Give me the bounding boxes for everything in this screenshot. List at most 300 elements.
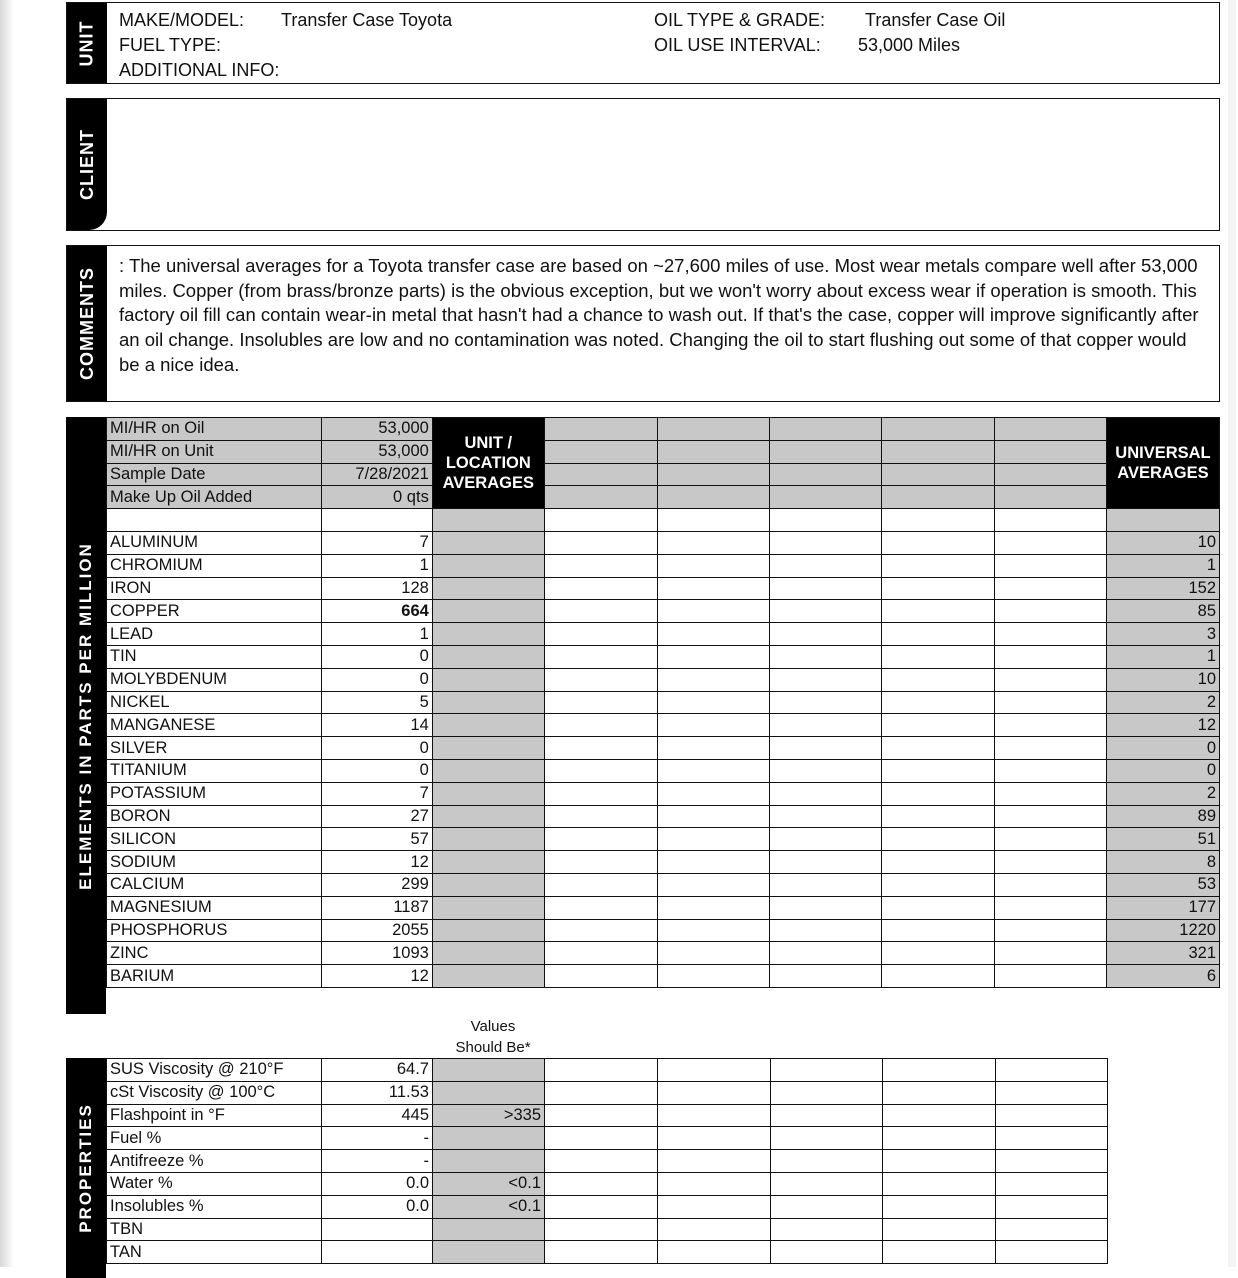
history-cell [770,463,882,486]
property-value [322,1241,433,1264]
element-value: 5 [321,691,432,714]
history-cell [882,440,995,463]
history-cell [996,1172,1108,1195]
element-value: 57 [321,828,432,851]
history-cell [770,486,882,509]
history-cell [883,1218,996,1241]
values-should-be-header [432,1016,554,1058]
property-row [107,1059,1108,1082]
history-cell [882,668,995,691]
history-cell [995,691,1107,714]
history-cell [657,759,770,782]
history-cell [544,531,657,554]
history-cell [657,965,770,988]
history-cell [882,691,995,714]
element-label: SODIUM [107,851,322,874]
history-cell [995,577,1107,600]
universal-average-value: 85 [1106,600,1219,623]
history-cell [882,896,995,919]
element-row [107,645,1220,668]
properties-section [66,1058,1108,1278]
history-cell [544,668,657,691]
element-value: 1 [321,554,432,577]
unit-location-averages-header: UNIT / LOCATION AVERAGES [432,418,544,509]
info-value: 53,000 [321,418,432,441]
property-value: 0.0 [322,1195,433,1218]
universal-averages-header: UNIVERSAL AVERAGES [1106,418,1219,509]
history-cell [883,1241,996,1264]
spacer-cell [432,509,544,532]
universal-average-value: 89 [1106,805,1219,828]
property-should-be [433,1218,545,1241]
client-side-label-bar [67,99,107,230]
history-cell [545,1127,658,1150]
universal-average-value: 3 [1106,623,1219,646]
universal-average-value: 1 [1106,645,1219,668]
history-cell [657,782,770,805]
history-cell [882,919,995,942]
element-row [107,554,1220,577]
elements-table [106,417,1220,988]
history-cell [770,828,882,851]
universal-average-value: 152 [1106,577,1219,600]
element-label: TITANIUM [107,759,322,782]
unit-side-label: UNIT [76,20,97,66]
history-cell [996,1127,1108,1150]
history-cell [770,531,882,554]
property-should-be [433,1059,545,1082]
history-cell [882,418,995,441]
properties-side-label-bar [66,1058,106,1278]
element-row [107,851,1220,874]
elements-side-label-bar [66,417,106,1014]
history-cell [544,600,657,623]
unit-location-average-cell [432,577,544,600]
history-cell [995,873,1107,896]
element-row [107,691,1220,714]
info-value: 0 qts [321,486,432,509]
property-row [107,1104,1108,1127]
history-cell [883,1059,996,1082]
history-cell [771,1241,883,1264]
element-value: 664 [321,600,432,623]
history-cell [771,1059,883,1082]
history-cell [770,623,882,646]
element-row [107,942,1220,965]
element-row [107,623,1220,646]
history-cell [657,828,770,851]
history-cell [883,1104,996,1127]
info-label: MI/HR on Oil [107,418,322,441]
element-row [107,577,1220,600]
history-cell [882,645,995,668]
history-cell [770,554,882,577]
history-cell [770,600,882,623]
property-value: 11.53 [322,1081,433,1104]
values-should-be-line1: Values [470,1018,516,1035]
property-label: Flashpoint in °F [107,1104,322,1127]
property-should-be: >335 [433,1104,545,1127]
element-label: POTASSIUM [107,782,322,805]
comments-section [66,245,1220,402]
history-cell [882,737,995,760]
history-cell [995,668,1107,691]
history-cell [544,486,657,509]
history-cell [882,873,995,896]
spacer-cell [544,509,657,532]
oil-interval-label: OIL USE INTERVAL: [654,35,821,55]
history-cell [771,1127,883,1150]
element-label: LEAD [107,623,322,646]
element-row [107,531,1220,554]
history-cell [770,714,882,737]
history-cell [770,759,882,782]
element-value: 0 [321,645,432,668]
history-cell [545,1172,658,1195]
property-value [322,1218,433,1241]
element-value: 0 [321,737,432,760]
history-cell [882,600,995,623]
universal-average-value: 321 [1106,942,1219,965]
history-cell [658,1241,771,1264]
universal-average-value: 0 [1106,737,1219,760]
history-cell [545,1081,658,1104]
history-cell [995,714,1107,737]
property-label: Fuel % [107,1127,322,1150]
history-cell [995,554,1107,577]
history-cell [882,714,995,737]
history-cell [882,942,995,965]
unit-location-average-cell [432,851,544,874]
universal-average-value: 2 [1106,782,1219,805]
element-value: 299 [321,873,432,896]
history-cell [657,714,770,737]
element-value: 0 [321,759,432,782]
history-cell [544,623,657,646]
element-label: MANGANESE [107,714,322,737]
property-value: 0.0 [322,1172,433,1195]
history-cell [657,942,770,965]
history-cell [770,645,882,668]
history-cell [995,851,1107,874]
history-cell [657,486,770,509]
unit-location-average-cell [432,737,544,760]
property-row [107,1081,1108,1104]
history-cell [657,440,770,463]
history-cell [545,1150,658,1173]
element-label: MAGNESIUM [107,896,322,919]
element-label: ZINC [107,942,322,965]
history-cell [995,418,1107,441]
universal-average-value: 10 [1106,531,1219,554]
universal-average-value: 0 [1106,759,1219,782]
history-cell [544,577,657,600]
additional-info-label: ADDITIONAL INFO: [119,60,280,80]
universal-average-value: 8 [1106,851,1219,874]
property-label: TBN [107,1218,322,1241]
universal-average-value: 177 [1106,896,1219,919]
comments-side-label-bar [67,246,107,401]
history-cell [995,805,1107,828]
make-model-label: MAKE/MODEL: [119,10,245,30]
oil-type-value: Transfer Case Oil [865,10,1006,30]
element-value: 128 [321,577,432,600]
history-cell [544,942,657,965]
property-row [107,1241,1108,1264]
history-cell [770,691,882,714]
history-cell [770,873,882,896]
history-cell [657,668,770,691]
spacer-cell [995,509,1107,532]
element-label: COPPER [107,600,322,623]
info-label: MI/HR on Unit [107,440,322,463]
property-label: Antifreeze % [107,1150,322,1173]
spacer-cell [770,509,882,532]
property-value: - [322,1127,433,1150]
unit-location-average-cell [432,942,544,965]
element-row [107,714,1220,737]
history-cell [882,805,995,828]
history-cell [995,463,1107,486]
property-row [107,1195,1108,1218]
history-cell [544,759,657,782]
properties-side-label: PROPERTIES [76,1103,95,1233]
history-cell [882,828,995,851]
history-cell [996,1081,1108,1104]
unit-location-average-cell [432,645,544,668]
history-cell [544,805,657,828]
history-cell [770,851,882,874]
history-cell [996,1150,1108,1173]
universal-average-value: 6 [1106,965,1219,988]
history-cell [882,554,995,577]
property-value: 64.7 [322,1059,433,1082]
unit-location-average-cell [432,714,544,737]
element-row [107,759,1220,782]
universal-average-value: 12 [1106,714,1219,737]
history-cell [658,1104,771,1127]
info-label: Make Up Oil Added [107,486,322,509]
element-row [107,668,1220,691]
history-cell [544,828,657,851]
history-cell [545,1241,658,1264]
property-value: - [322,1150,433,1173]
history-cell [544,440,657,463]
spacer-cell [321,509,432,532]
spacer-cell [107,509,322,532]
property-label: Insolubles % [107,1195,322,1218]
unit-location-average-cell [432,965,544,988]
history-cell [995,531,1107,554]
history-cell [544,418,657,441]
universal-average-value: 2 [1106,691,1219,714]
unit-location-average-cell [432,623,544,646]
element-label: BARIUM [107,965,322,988]
unit-location-average-cell [432,805,544,828]
property-row [107,1172,1108,1195]
spacer-row [107,509,1220,532]
comments-side-label: COMMENTS [76,267,97,380]
property-should-be [433,1150,545,1173]
property-row [107,1218,1108,1241]
history-cell [771,1195,883,1218]
history-cell [657,896,770,919]
universal-average-value: 1 [1106,554,1219,577]
history-cell [657,851,770,874]
element-row [107,805,1220,828]
element-label: SILVER [107,737,322,760]
history-cell [544,851,657,874]
element-value: 7 [321,531,432,554]
history-cell [544,645,657,668]
history-cell [770,577,882,600]
element-label: TIN [107,645,322,668]
history-cell [544,896,657,919]
history-cell [770,782,882,805]
info-row [107,463,1220,486]
info-label: Sample Date [107,463,322,486]
history-cell [657,418,770,441]
history-cell [883,1081,996,1104]
history-cell [883,1195,996,1218]
unit-location-average-cell [432,668,544,691]
history-cell [658,1127,771,1150]
history-cell [771,1150,883,1173]
element-value: 12 [321,851,432,874]
values-should-be-line2: Should Be* [455,1039,531,1056]
history-cell [545,1218,658,1241]
info-value: 7/28/2021 [321,463,432,486]
history-cell [883,1150,996,1173]
element-value: 1 [321,623,432,646]
history-cell [545,1104,658,1127]
history-cell [657,691,770,714]
element-row [107,896,1220,919]
history-cell [995,623,1107,646]
element-row [107,965,1220,988]
universal-average-value: 10 [1106,668,1219,691]
history-cell [996,1195,1108,1218]
history-cell [657,577,770,600]
history-cell [545,1195,658,1218]
unit-location-average-cell [432,759,544,782]
element-row [107,828,1220,851]
unit-location-average-cell [432,896,544,919]
spacer-cell [1106,509,1219,532]
history-cell [995,942,1107,965]
element-label: NICKEL [107,691,322,714]
history-cell [658,1150,771,1173]
history-cell [996,1241,1108,1264]
universal-average-value: 53 [1106,873,1219,896]
history-cell [771,1172,883,1195]
history-cell [658,1059,771,1082]
element-value: 7 [321,782,432,805]
element-label: CHROMIUM [107,554,322,577]
properties-table [106,1058,1108,1264]
element-value: 12 [321,965,432,988]
history-cell [995,965,1107,988]
history-cell [657,737,770,760]
history-cell [544,965,657,988]
unit-location-average-cell [432,531,544,554]
history-cell [657,463,770,486]
history-cell [882,759,995,782]
history-cell [771,1104,883,1127]
property-label: SUS Viscosity @ 210°F [107,1059,322,1082]
universal-average-value: 51 [1106,828,1219,851]
history-cell [995,737,1107,760]
history-cell [882,463,995,486]
history-cell [545,1059,658,1082]
element-row [107,600,1220,623]
history-cell [995,828,1107,851]
element-row [107,782,1220,805]
history-cell [770,965,882,988]
history-cell [882,782,995,805]
universal-average-value: 1220 [1106,919,1219,942]
element-label: SILICON [107,828,322,851]
history-cell [657,554,770,577]
history-cell [658,1172,771,1195]
elements-section [66,417,1220,1014]
element-value: 2055 [321,919,432,942]
info-row [107,486,1220,509]
unit-location-average-cell [432,782,544,805]
element-label: PHOSPHORUS [107,919,322,942]
spacer-cell [657,509,770,532]
unit-location-average-cell [432,554,544,577]
history-cell [770,896,882,919]
unit-location-average-cell [432,691,544,714]
history-cell [995,782,1107,805]
property-should-be: <0.1 [433,1195,545,1218]
oil-interval-value: 53,000 Miles [858,35,961,55]
unit-location-average-cell [432,919,544,942]
unit-location-average-cell [432,828,544,851]
history-cell [658,1081,771,1104]
history-cell [771,1218,883,1241]
history-cell [996,1104,1108,1127]
oil-type-label: OIL TYPE & GRADE: [654,10,826,30]
history-cell [995,600,1107,623]
spacer-cell [882,509,995,532]
client-side-label: CLIENT [76,129,97,200]
property-row [107,1150,1108,1173]
property-should-be [433,1081,545,1104]
unit-location-average-cell [432,873,544,896]
property-label: TAN [107,1241,322,1264]
info-value: 53,000 [321,440,432,463]
element-value: 0 [321,668,432,691]
history-cell [544,554,657,577]
element-value: 1093 [321,942,432,965]
history-cell [770,737,882,760]
history-cell [771,1081,883,1104]
info-row [107,440,1220,463]
property-row [107,1127,1108,1150]
history-cell [658,1195,771,1218]
element-label: MOLYBDENUM [107,668,322,691]
history-cell [770,418,882,441]
history-cell [544,463,657,486]
scrollbar-track[interactable] [1228,0,1236,1267]
property-should-be: <0.1 [433,1172,545,1195]
make-model-value: Transfer Case Toyota [281,10,453,30]
history-cell [770,919,882,942]
history-cell [882,623,995,646]
history-cell [544,919,657,942]
